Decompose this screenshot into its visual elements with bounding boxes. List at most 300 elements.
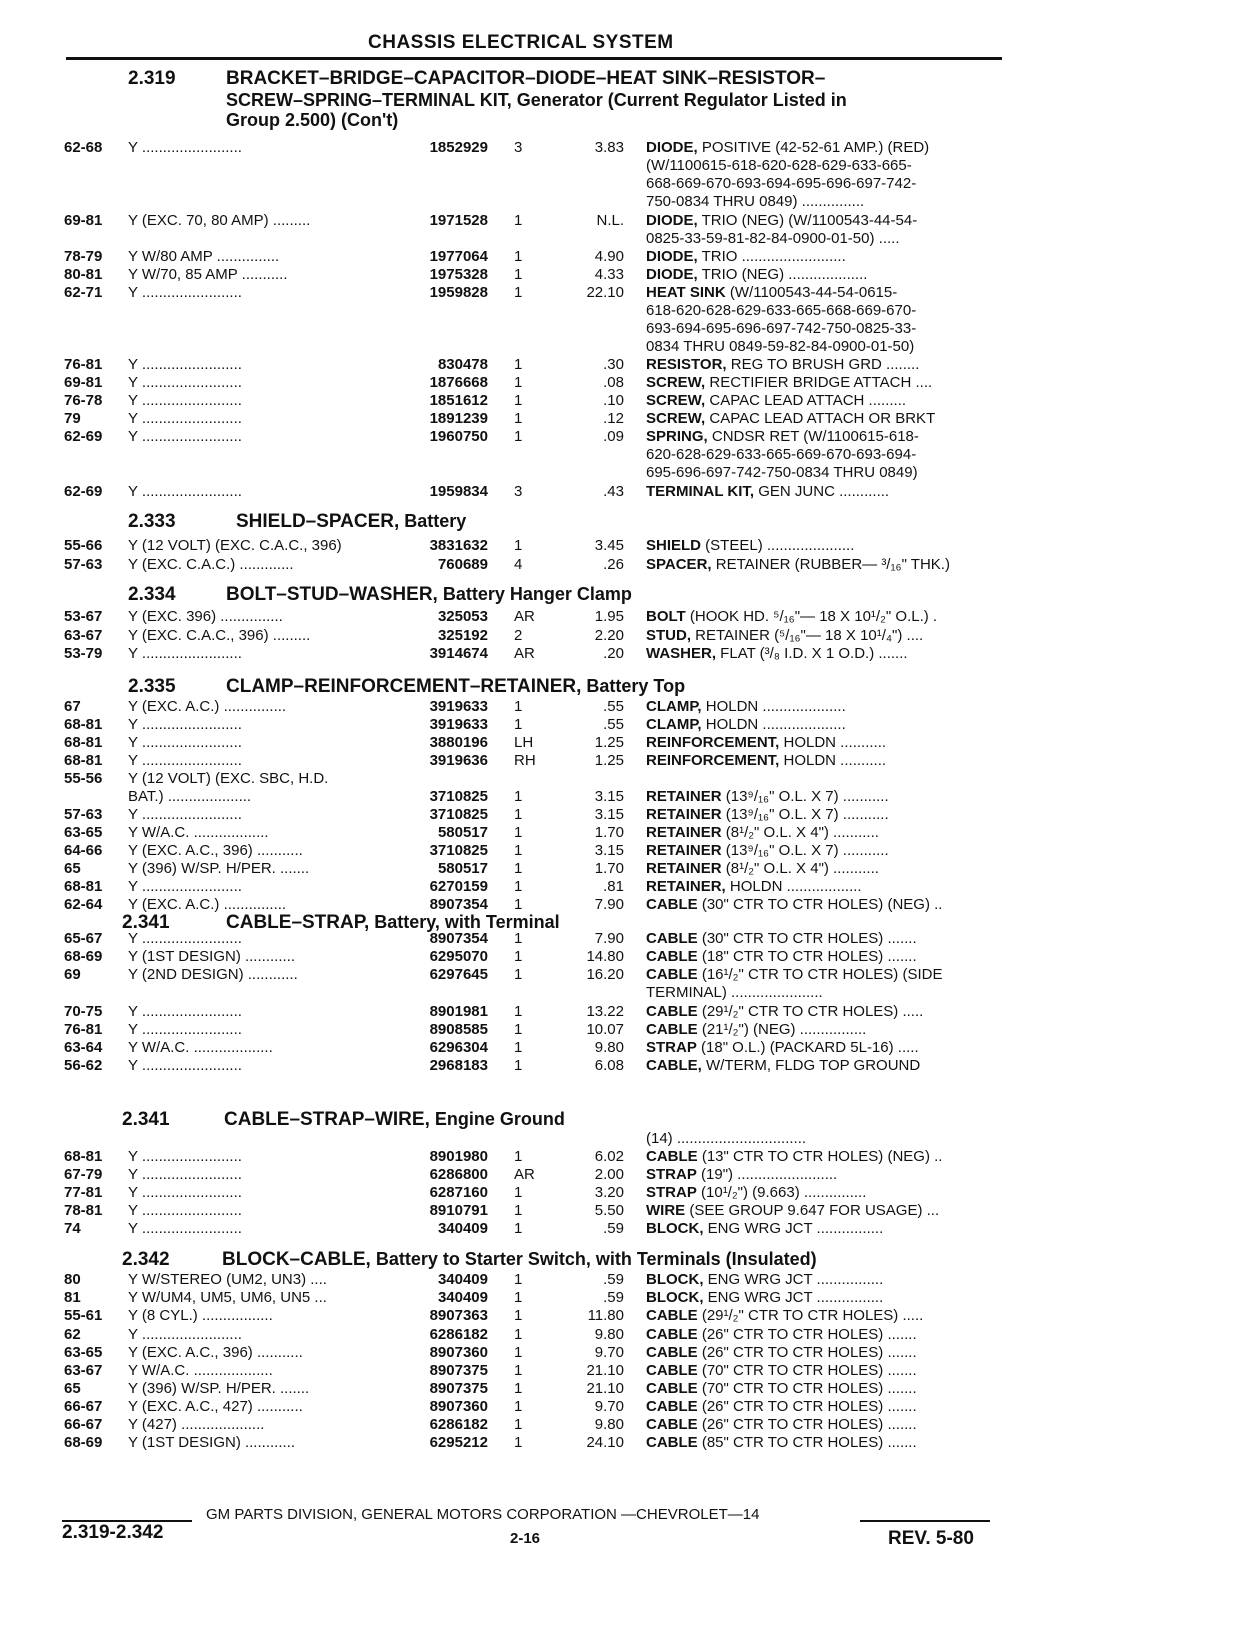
description-keyword: CABLE xyxy=(646,1326,698,1343)
description xyxy=(646,1003,923,1020)
application: Y W/STEREO (UM2, UN3) .... xyxy=(128,1271,327,1288)
part-number: 6286800 xyxy=(429,1166,488,1183)
application: Y W/UM4, UM5, UM6, UN5 ... xyxy=(128,1289,327,1306)
application: Y ........................ xyxy=(128,374,242,391)
price: 5.50 xyxy=(594,1202,624,1219)
quantity: 1 xyxy=(514,1344,523,1361)
quantity: 1 xyxy=(514,248,523,265)
application: BAT.) .................... xyxy=(128,788,252,805)
description xyxy=(646,410,935,427)
price: 9.70 xyxy=(594,1344,624,1361)
part-number: 340409 xyxy=(437,1220,488,1237)
description-detail: RECTIFIER BRIDGE ATTACH .... xyxy=(705,374,933,391)
section-number: 2.341 xyxy=(122,912,170,933)
description-detail: TRIO (NEG) (W/1100543-44-54- xyxy=(697,212,918,229)
description xyxy=(646,248,846,265)
price: .59 xyxy=(603,1220,624,1237)
part-number: 8907375 xyxy=(429,1362,488,1379)
model-years: 79 xyxy=(64,410,81,427)
description xyxy=(646,1057,920,1074)
price: 13.22 xyxy=(586,1003,624,1020)
application: Y (396) W/SP. H/PER. ....... xyxy=(128,860,310,877)
part-number: 3919636 xyxy=(429,752,488,769)
description-detail: (SEE GROUP 9.647 FOR USAGE) ... xyxy=(685,1202,940,1219)
part-number: 1975328 xyxy=(429,266,488,283)
part-number: 1959828 xyxy=(429,284,488,301)
quantity: 1 xyxy=(514,212,523,229)
model-years: 62-69 xyxy=(64,483,103,500)
application: Y (EXC. 70, 80 AMP) ......... xyxy=(128,212,311,229)
quantity: 1 xyxy=(514,1202,523,1219)
parts-row xyxy=(0,1307,1240,1325)
price: 22.10 xyxy=(586,284,624,301)
part-number: 1971528 xyxy=(429,212,488,229)
quantity: 1 xyxy=(514,1362,523,1379)
parts-row xyxy=(0,878,1240,896)
description-detail: (26" CTR TO CTR HOLES) ....... xyxy=(697,1416,917,1433)
description-detail: RETAINER (⁵/₁₆"— 18 X 10¹/₄") .... xyxy=(691,627,924,644)
description xyxy=(646,374,932,391)
model-years: 57-63 xyxy=(64,556,103,573)
price: 7.90 xyxy=(594,896,624,913)
description-detail: (26" CTR TO CTR HOLES) ....... xyxy=(697,1326,917,1343)
application: Y (396) W/SP. H/PER. ....... xyxy=(128,1380,310,1397)
parts-row xyxy=(0,537,1240,555)
description xyxy=(646,1307,923,1324)
section-title: BOLT–STUD–WASHER, Battery Hanger Clamp xyxy=(226,584,632,605)
model-years: 68-69 xyxy=(64,948,103,965)
description-keyword: CABLE xyxy=(646,1307,698,1324)
model-years: 76-81 xyxy=(64,1021,103,1038)
quantity: 1 xyxy=(514,930,523,947)
description xyxy=(646,1220,883,1237)
quantity: 1 xyxy=(514,1289,523,1306)
description-keyword: SHIELD xyxy=(646,537,702,554)
price: 9.70 xyxy=(594,1398,624,1415)
parts-row xyxy=(0,824,1240,842)
quantity: 1 xyxy=(514,374,523,391)
application: Y ........................ xyxy=(128,930,242,947)
application: Y ........................ xyxy=(128,428,242,445)
model-years: 68-69 xyxy=(64,1434,103,1451)
model-years: 69-81 xyxy=(64,212,103,229)
part-number: 340409 xyxy=(437,1271,488,1288)
description-keyword: REINFORCEMENT, xyxy=(646,752,780,769)
section-heading xyxy=(0,68,1240,92)
description xyxy=(646,1148,942,1165)
price: 9.80 xyxy=(594,1326,624,1343)
parts-row xyxy=(0,806,1240,824)
part-number: 8907363 xyxy=(429,1307,488,1324)
application: Y ........................ xyxy=(128,1326,242,1343)
parts-row xyxy=(0,1003,1240,1021)
parts-row xyxy=(0,374,1240,392)
description-detail: (21¹/₂") (NEG) ................ xyxy=(697,1021,867,1038)
description-detail: (10¹/₂") (9.663) ............... xyxy=(696,1184,867,1201)
part-number: 6296304 xyxy=(429,1039,488,1056)
application: Y ........................ xyxy=(128,1166,242,1183)
parts-row xyxy=(0,1130,1240,1148)
model-years: 76-78 xyxy=(64,392,103,409)
quantity: 1 xyxy=(514,896,523,913)
description-keyword: DIODE, xyxy=(646,248,698,265)
part-number: 760689 xyxy=(437,556,488,573)
application: Y (427) .................... xyxy=(128,1416,265,1433)
part-number: 3831632 xyxy=(429,537,488,554)
part-number: 1852929 xyxy=(429,139,488,156)
description-detail: (29¹/₂" CTR TO CTR HOLES) ..... xyxy=(697,1307,924,1324)
application: Y W/A.C. .................. xyxy=(128,824,269,841)
description-detail: (16¹/₂" CTR TO CTR HOLES) (SIDE xyxy=(697,966,943,983)
quantity: 1 xyxy=(514,1148,523,1165)
application: Y W/70, 85 AMP ........... xyxy=(128,266,288,283)
description xyxy=(646,806,889,823)
parts-row xyxy=(0,1271,1240,1289)
part-number: 3880196 xyxy=(429,734,488,751)
price: 3.20 xyxy=(594,1184,624,1201)
description xyxy=(646,556,950,573)
application: Y (2ND DESIGN) ............ xyxy=(128,966,298,983)
application: Y ........................ xyxy=(128,1148,242,1165)
description xyxy=(646,984,823,1001)
parts-row xyxy=(0,1220,1240,1238)
description-keyword: RETAINER xyxy=(646,788,722,805)
section-number: 2.334 xyxy=(128,584,176,605)
description-keyword: SCREW, xyxy=(646,392,706,409)
description-keyword: STRAP xyxy=(646,1039,697,1056)
quantity: 1 xyxy=(514,716,523,733)
model-years: 78-79 xyxy=(64,248,103,265)
price: .59 xyxy=(603,1271,624,1288)
model-years: 55-56 xyxy=(64,770,103,787)
part-number: 2968183 xyxy=(429,1057,488,1074)
parts-row xyxy=(0,1148,1240,1166)
price: 3.45 xyxy=(594,537,624,554)
model-years: 53-79 xyxy=(64,645,103,662)
quantity: 1 xyxy=(514,1307,523,1324)
description-detail: 618-620-628-629-633-665-668-669-670- xyxy=(646,302,917,319)
description-keyword: CABLE xyxy=(646,1003,698,1020)
description xyxy=(646,608,937,625)
description-keyword: STRAP xyxy=(646,1184,697,1201)
description xyxy=(646,139,929,156)
model-years: 80 xyxy=(64,1271,81,1288)
part-number: 8907354 xyxy=(429,896,488,913)
description-keyword: CABLE xyxy=(646,1021,698,1038)
description-detail: POSITIVE (42-52-61 AMP.) (RED) xyxy=(697,139,930,156)
description-detail: (19") ........................ xyxy=(696,1166,838,1183)
price: .08 xyxy=(603,374,624,391)
section-number: 2.319 xyxy=(128,68,176,89)
description-detail: (70" CTR TO CTR HOLES) ....... xyxy=(697,1380,917,1397)
model-years: 55-61 xyxy=(64,1307,103,1324)
description xyxy=(646,627,923,644)
description xyxy=(646,193,864,210)
application: Y ........................ xyxy=(128,1202,242,1219)
description-detail: 0825-33-59-81-82-84-0900-01-50) ..... xyxy=(646,230,900,247)
description-detail: (85" CTR TO CTR HOLES) ....... xyxy=(697,1434,917,1451)
description-keyword: CABLE xyxy=(646,1362,698,1379)
description xyxy=(646,1398,917,1415)
model-years: 63-65 xyxy=(64,1344,103,1361)
description-detail: (13⁹/₁₆" O.L. X 7) ........... xyxy=(721,842,889,859)
footer-page-number: 2-16 xyxy=(510,1530,541,1547)
quantity: 3 xyxy=(514,483,523,500)
description-keyword: SPACER, xyxy=(646,556,712,573)
part-number: 325053 xyxy=(437,608,488,625)
model-years: 69 xyxy=(64,966,81,983)
quantity: 1 xyxy=(514,1416,523,1433)
price: 3.15 xyxy=(594,842,624,859)
part-number: 8907354 xyxy=(429,930,488,947)
application: Y W/A.C. ................... xyxy=(128,1362,273,1379)
model-years: 68-81 xyxy=(64,734,103,751)
part-number: 3710825 xyxy=(429,788,488,805)
parts-row xyxy=(0,193,1240,211)
model-years: 78-81 xyxy=(64,1202,103,1219)
description xyxy=(646,896,942,913)
model-years: 62 xyxy=(64,1326,81,1343)
description-detail: TRIO ......................... xyxy=(697,248,846,265)
footer-revision: REV. 5-80 xyxy=(888,1528,974,1549)
parts-row xyxy=(0,1057,1240,1075)
description xyxy=(646,698,846,715)
description xyxy=(646,1130,806,1147)
header-rule xyxy=(66,57,1002,60)
price: 2.20 xyxy=(594,627,624,644)
footer-rule-right xyxy=(860,1520,990,1522)
quantity: 1 xyxy=(514,1220,523,1237)
price: .20 xyxy=(603,645,624,662)
part-number: 3914674 xyxy=(429,645,488,662)
part-number: 580517 xyxy=(437,860,488,877)
application: Y ........................ xyxy=(128,392,242,409)
description-keyword: CABLE xyxy=(646,1416,698,1433)
part-number: 1960750 xyxy=(429,428,488,445)
section-heading xyxy=(0,1249,1240,1273)
description xyxy=(646,302,916,319)
parts-row xyxy=(0,1166,1240,1184)
application: Y (EXC. 396) ............... xyxy=(128,608,283,625)
description-detail: 668-669-670-693-694-695-696-697-742- xyxy=(646,175,917,192)
application: Y ........................ xyxy=(128,645,242,662)
parts-row xyxy=(0,230,1240,248)
application: Y (8 CYL.) ................. xyxy=(128,1307,273,1324)
description-keyword: RETAINER xyxy=(646,806,722,823)
parts-row xyxy=(0,302,1240,320)
description-keyword: CLAMP, xyxy=(646,716,702,733)
parts-row xyxy=(0,770,1240,788)
description-keyword: WIRE xyxy=(646,1202,686,1219)
parts-row xyxy=(0,1021,1240,1039)
parts-row xyxy=(0,608,1240,626)
part-number: 8907360 xyxy=(429,1398,488,1415)
description-keyword: BLOCK, xyxy=(646,1220,704,1237)
parts-row xyxy=(0,266,1240,284)
price: 3.83 xyxy=(594,139,624,156)
description-keyword: RETAINER xyxy=(646,860,722,877)
description-keyword: CABLE xyxy=(646,966,698,983)
parts-row xyxy=(0,556,1240,574)
description-detail: (STEEL) ..................... xyxy=(701,537,855,554)
description-detail: CNDSR RET (W/1100615-618- xyxy=(707,428,919,445)
price: 9.80 xyxy=(594,1416,624,1433)
description xyxy=(646,878,862,895)
model-years: 69-81 xyxy=(64,374,103,391)
quantity: 1 xyxy=(514,428,523,445)
description-detail: REG TO BRUSH GRD ........ xyxy=(726,356,920,373)
description-keyword: CABLE xyxy=(646,948,698,965)
quantity: 1 xyxy=(514,266,523,283)
quantity: 1 xyxy=(514,1326,523,1343)
quantity: 1 xyxy=(514,284,523,301)
description xyxy=(646,1021,866,1038)
part-number: 3710825 xyxy=(429,842,488,859)
parts-row xyxy=(0,984,1240,1002)
quantity: 1 xyxy=(514,948,523,965)
description-detail: CAPAC LEAD ATTACH OR BRKT xyxy=(705,410,936,427)
description xyxy=(646,483,889,500)
parts-row xyxy=(0,284,1240,302)
parts-row xyxy=(0,948,1240,966)
description-detail: (30" CTR TO CTR HOLES) (NEG) .. xyxy=(697,896,943,913)
description-keyword: CABLE xyxy=(646,896,698,913)
parts-row xyxy=(0,896,1240,914)
parts-row xyxy=(0,483,1240,501)
section-number: 2.333 xyxy=(128,511,176,532)
parts-row xyxy=(0,716,1240,734)
model-years: 65-67 xyxy=(64,930,103,947)
parts-row xyxy=(0,446,1240,464)
part-number: 1891239 xyxy=(429,410,488,427)
footer-division: GM PARTS DIVISION, GENERAL MOTORS CORPORATION —CHEVROLET—14 xyxy=(206,1506,760,1523)
description-detail: TERMINAL) ...................... xyxy=(646,984,823,1001)
application: Y (12 VOLT) (EXC. C.A.C., 396) xyxy=(128,537,342,554)
parts-row xyxy=(0,788,1240,806)
description xyxy=(646,824,879,841)
model-years: 56-62 xyxy=(64,1057,103,1074)
description-keyword: RETAINER, xyxy=(646,878,726,895)
section-heading xyxy=(0,511,1240,535)
description-keyword: BLOCK, xyxy=(646,1289,704,1306)
description-keyword: CABLE xyxy=(646,1380,698,1397)
application: Y (EXC. C.A.C., 396) ......... xyxy=(128,627,311,644)
description xyxy=(646,175,916,192)
description xyxy=(646,1380,917,1397)
parts-row xyxy=(0,139,1240,157)
quantity: 1 xyxy=(514,842,523,859)
part-number: 3710825 xyxy=(429,806,488,823)
quantity: 1 xyxy=(514,1434,523,1451)
part-number: 8901980 xyxy=(429,1148,488,1165)
price: 10.07 xyxy=(586,1021,624,1038)
quantity: 1 xyxy=(514,788,523,805)
parts-row xyxy=(0,428,1240,446)
description xyxy=(646,320,916,337)
parts-row xyxy=(0,966,1240,984)
quantity: 1 xyxy=(514,1271,523,1288)
application: Y W/80 AMP ............... xyxy=(128,248,280,265)
part-number: 1876668 xyxy=(429,374,488,391)
description-detail: (30" CTR TO CTR HOLES) ....... xyxy=(697,930,917,947)
parts-row xyxy=(0,1344,1240,1362)
page-header-title: CHASSIS ELECTRICAL SYSTEM xyxy=(368,32,674,53)
description-detail: (18" CTR TO CTR HOLES) ....... xyxy=(697,948,917,965)
description-detail: (HOOK HD. ⁵/₁₆"— 18 X 10¹/₂" O.L.) . xyxy=(685,608,938,625)
parts-row xyxy=(0,1416,1240,1434)
application: Y ........................ xyxy=(128,356,242,373)
application: Y (EXC. C.A.C.) ............. xyxy=(128,556,294,573)
model-years: 62-64 xyxy=(64,896,103,913)
description-keyword: SPRING, xyxy=(646,428,708,445)
part-number: 8901981 xyxy=(429,1003,488,1020)
application: Y (1ST DESIGN) ............ xyxy=(128,948,295,965)
application: Y ........................ xyxy=(128,734,242,751)
quantity: RH xyxy=(514,752,536,769)
description-detail: GEN JUNC ............ xyxy=(754,483,890,500)
description xyxy=(646,446,916,463)
part-number: 1851612 xyxy=(429,392,488,409)
description-detail: (13⁹/₁₆" O.L. X 7) ........... xyxy=(721,806,889,823)
description-detail: ENG WRG JCT ................ xyxy=(703,1220,884,1237)
model-years: 63-64 xyxy=(64,1039,103,1056)
part-number: 6270159 xyxy=(429,878,488,895)
application: Y ........................ xyxy=(128,1220,242,1237)
description xyxy=(646,716,846,733)
price: 9.80 xyxy=(594,1039,624,1056)
description-detail: (W/1100543-44-54-0615- xyxy=(725,284,898,301)
description-detail: (18" O.L.) (PACKARD 5L-16) ..... xyxy=(696,1039,919,1056)
description-keyword: SCREW, xyxy=(646,410,706,427)
parts-row xyxy=(0,392,1240,410)
description-keyword: CLAMP, xyxy=(646,698,702,715)
price: 16.20 xyxy=(586,966,624,983)
description xyxy=(646,1166,837,1183)
quantity: LH xyxy=(514,734,534,751)
quantity: 1 xyxy=(514,1184,523,1201)
description-keyword: STRAP xyxy=(646,1166,697,1183)
section-heading xyxy=(0,676,1240,700)
description xyxy=(646,284,897,301)
description-keyword: STUD, xyxy=(646,627,691,644)
footer-page-range: 2.319-2.342 xyxy=(62,1522,164,1543)
application: Y ........................ xyxy=(128,410,242,427)
description-detail: HOLDN .................... xyxy=(701,698,846,715)
parts-row xyxy=(0,157,1240,175)
description xyxy=(646,356,919,373)
price: 6.08 xyxy=(594,1057,624,1074)
part-number: 580517 xyxy=(437,824,488,841)
price: 24.10 xyxy=(586,1434,624,1451)
description xyxy=(646,1362,917,1379)
model-years: 68-81 xyxy=(64,1148,103,1165)
parts-row xyxy=(0,930,1240,948)
parts-row xyxy=(0,356,1240,374)
description xyxy=(646,464,918,481)
part-number: 3919633 xyxy=(429,716,488,733)
model-years: 80-81 xyxy=(64,266,103,283)
section-title: CABLE–STRAP, Battery, with Terminal xyxy=(226,912,560,933)
price: 1.25 xyxy=(594,734,624,751)
quantity: AR xyxy=(514,645,535,662)
parts-row xyxy=(0,734,1240,752)
price: .26 xyxy=(603,556,624,573)
description xyxy=(646,266,867,283)
application: Y ........................ xyxy=(128,716,242,733)
description-detail: (8¹/₂" O.L. X 4") ........... xyxy=(721,860,879,877)
description-detail: FLAT (³/₈ I.D. X 1 O.D.) ....... xyxy=(716,645,908,662)
description xyxy=(646,1039,919,1056)
